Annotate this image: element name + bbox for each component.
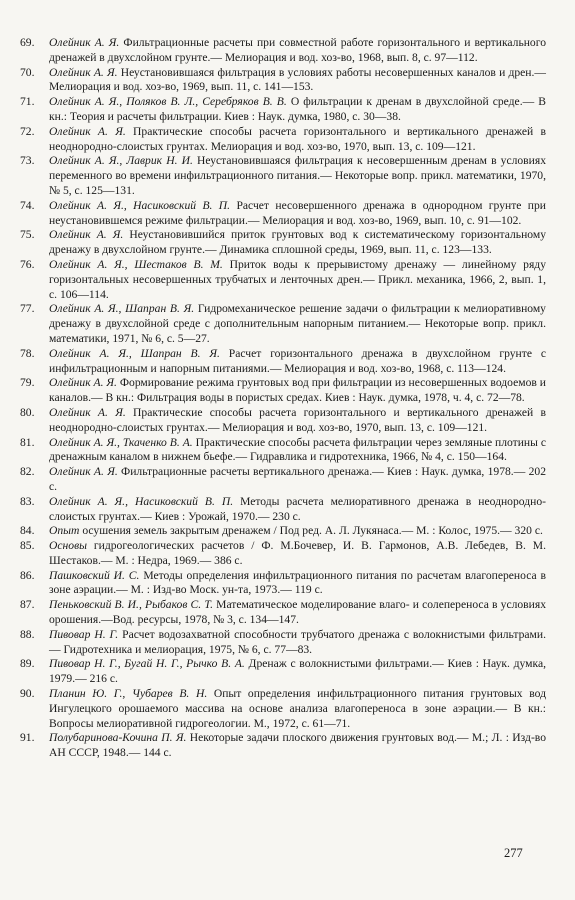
reference-entry <box>20 436 546 466</box>
reference-text: Приток воды к прерывистому дренажу — линейному ряду горизонтальных несовершенных трубчатых и ленточных дрен.— Прикл. механика, 1966, 2, вып. 1, с. 106—114. <box>49 257 546 301</box>
reference-number: 75. <box>20 228 35 242</box>
reference-entry <box>20 125 546 155</box>
reference-body <box>49 495 546 525</box>
reference-entry <box>20 199 546 229</box>
reference-body <box>49 436 546 466</box>
reference-entry <box>20 598 546 628</box>
reference-body <box>49 154 546 198</box>
reference-body <box>49 228 546 258</box>
reference-number: 86. <box>20 568 35 582</box>
reference-number: 91. <box>20 731 35 745</box>
reference-text: Математическое моделирование влаго- и солепереноса в условиях орошения.—Вод. ресурсы, 1978, № 3, с. 134—147. <box>49 598 546 627</box>
reference-authors: Олейник А. Я. <box>49 228 124 242</box>
reference-number: 69. <box>20 36 35 49</box>
reference-number: 87. <box>20 598 35 612</box>
reference-authors: Планин Ю. Г., Чубарев В. Н. <box>49 687 208 701</box>
reference-authors: Олейник А. Я., Ткаченко В. А. <box>49 435 193 449</box>
reference-number: 76. <box>20 257 35 271</box>
reference-authors: Олейник А. Я., Шестаков В. М. <box>49 257 223 271</box>
reference-entry <box>20 524 546 539</box>
reference-entry <box>20 569 546 599</box>
reference-body <box>49 539 546 569</box>
reference-body <box>49 302 546 346</box>
reference-text: Методы определения инфильтрационного питания по расчетам влагопереноса в зоне аэрации.— М. : Изд-во Моск. ун-та, 1973.— 119 с. <box>49 568 546 597</box>
reference-entry <box>20 376 546 406</box>
reference-text: Расчет горизонтального дренажа в двухслойном грунте с инфильтрационным и напорным питаниями.— Мелиорация и вод. хоз-во, 1968, с. 113—124. <box>49 346 546 375</box>
reference-text: Расчет несовершенного дренажа в однородном грунте при неустановившемся режиме фильтрации.— Мелиорация и вод. хоз-во, 1969, вып. 10, с. 91—102. <box>49 198 546 227</box>
reference-text: Практические способы расчета фильтрации через земляные плотины с дренажным каналом в нижнем бьефе.— Гидравлика и гидротехника, 1966, № 4, с. 150—164. <box>49 435 546 464</box>
reference-text: Дренаж с волокнистыми фильтрами.— Киев : Наук. думка, 1979.— 216 с. <box>49 657 546 686</box>
reference-body <box>49 36 546 66</box>
reference-authors: Пивовар Н. Г., Бугай Н. Г., Рычко В. А. <box>49 657 245 671</box>
reference-body <box>49 376 546 406</box>
reference-entry <box>20 228 546 258</box>
reference-number: 85. <box>20 539 35 553</box>
reference-entry <box>20 657 546 687</box>
reference-entry <box>20 66 546 96</box>
reference-text: осушения земель закрытым дренажем / Под ред. А. Л. Лукянаса.— М. : Колос, 1975.— 320 с. <box>82 524 543 538</box>
reference-authors: Олейник А. Я., Насиковский В. П. <box>49 494 234 508</box>
reference-number: 70. <box>20 65 35 79</box>
reference-entry <box>20 687 546 731</box>
reference-body <box>49 347 546 377</box>
reference-body <box>49 598 546 628</box>
reference-list <box>20 36 546 761</box>
reference-authors: Олейник А. Я., Лаврик Н. И. <box>49 154 193 168</box>
reference-text: Неустановившаяся фильтрация в условиях работы несовершенных каналов и дрен.— Мелиорация и вод. хоз-во, 1969, вып. 11, с. 141—153. <box>49 65 546 94</box>
reference-body <box>49 125 546 155</box>
reference-body <box>49 406 546 436</box>
page-number: 277 <box>504 846 523 860</box>
reference-authors: Опыт <box>49 524 80 538</box>
reference-text: Методы расчета мелиоративного дренажа в неоднородно-слоистых грунтах.— Киев : Урожай, 1970.— 230 с. <box>49 494 546 523</box>
reference-entry <box>20 95 546 125</box>
reference-entry <box>20 406 546 436</box>
reference-text: Практические способы расчета горизонтального и вертикального дренажей в неоднородно-слоистых грунтах. Мелиорация и вод. хоз-во, 1970, вып. 13, с. 109—121. <box>49 124 546 153</box>
reference-number: 88. <box>20 627 35 641</box>
reference-entry <box>20 302 546 346</box>
reference-entry <box>20 628 546 658</box>
reference-authors: Олейник А. Я. <box>49 36 120 49</box>
reference-text: Неустановившийся приток грунтовых вод к систематическому горизонтальному дренажу в двухслойном грунте.— Динамика сплошной среды, 1969, вып. 11, с. 123—133. <box>49 228 546 257</box>
reference-authors: Олейник А. Я., Поляков В. Л., Серебряков В. В. <box>49 95 287 109</box>
reference-text: Опыт определения инфильтрационного питания грунтовых вод Ингулецкого орошаемого массива на основе анализа влагопереноса в зоне аэрации.— В кн.: Вопросы мелиоративной гидрогеологии. М., 1972, с. 61—71. <box>49 687 546 730</box>
reference-number: 72. <box>20 124 35 138</box>
reference-body <box>49 465 546 495</box>
reference-authors: Олейник А. Я., Шапран В. Я. <box>49 302 195 316</box>
reference-entry <box>20 731 546 761</box>
reference-text: Практические способы расчета горизонтального и вертикального дренажей в неоднородно-слоистых грунтах.— Мелиорация и вод. хоз-во, 1970, вып. 13, с. 109—121. <box>49 405 546 434</box>
reference-authors: Пивовар Н. Г. <box>49 627 119 641</box>
reference-body <box>49 687 546 731</box>
reference-authors: Олейник А. Я. <box>49 124 126 138</box>
reference-text: О фильтрации к дренам в двухслойной среде.— В кн.: Теория и расчеты фильтрации. Киев : Наук. думка, 1980, с. 30—38. <box>49 95 546 123</box>
reference-text: Фильтрационные расчеты при совместной работе горизонтального и вертикального дренажей в двухслойном грунте.— Мелиорация и вод. хоз-во, 1968, вып. 8, с. 97—112. <box>49 36 546 64</box>
reference-body <box>49 66 546 96</box>
reference-authors: Олейник А. Я. <box>49 405 126 419</box>
reference-number: 89. <box>20 657 35 671</box>
reference-number: 78. <box>20 346 35 360</box>
reference-number: 79. <box>20 376 35 390</box>
reference-body <box>49 524 546 539</box>
reference-authors: Олейник А. Я., Насиковский В. П. <box>49 198 231 212</box>
reference-number: 74. <box>20 198 35 212</box>
reference-entry <box>20 258 546 302</box>
reference-entry <box>20 347 546 377</box>
reference-body <box>49 569 546 599</box>
reference-authors: Основы <box>49 539 87 553</box>
reference-number: 77. <box>20 302 35 316</box>
reference-entry <box>20 539 546 569</box>
reference-text: Расчет водозахватной способности трубчатого дренажа с волокнистыми фильтрами.— Гидротехника и мелиорация, 1975, № 6, с. 77—83. <box>49 627 546 656</box>
reference-number: 71. <box>20 95 35 109</box>
reference-body <box>49 199 546 229</box>
reference-text: Некоторые задачи плоского движения грунтовых вод.— М.; Л. : Изд-во АН СССР, 1948.— 144 с. <box>49 731 546 760</box>
reference-number: 73. <box>20 154 35 168</box>
reference-text: гидрогеологических расчетов / Ф. М.Бочевер, И. В. Гармонов, А.В. Лебедев, В. М. Шестаков.— М. : Недра, 1969.— 386 с. <box>49 539 546 567</box>
reference-entry <box>20 154 546 198</box>
reference-authors: Олейник А. Я. <box>49 465 118 479</box>
reference-body <box>49 258 546 302</box>
reference-number: 80. <box>20 405 35 419</box>
reference-body <box>49 95 546 125</box>
reference-text: Неустановившаяся фильтрация к несовершенным дренам в условиях переменного во времени инфильтрационного питания.— Некоторые вопр. прикл. математики, 1970, № 5, с. 125—131. <box>49 154 546 197</box>
reference-text: Формирование режима грунтовых вод при фильтрации из несовершенных водоемов и каналов.— В кн.: Фильтрация воды в пористых средах. Киев : Наук. думка, 1978, ч. 4, с. 72—78. <box>49 376 546 405</box>
reference-body <box>49 731 546 761</box>
reference-authors: Олейник А. Я. <box>49 376 117 390</box>
reference-authors: Полубаринова-Кочина П. Я. <box>49 731 187 745</box>
reference-number: 83. <box>20 494 35 508</box>
reference-authors: Олейник А. Я. <box>49 65 118 79</box>
reference-number: 84. <box>20 524 35 538</box>
reference-entry <box>20 36 546 66</box>
reference-entry <box>20 465 546 495</box>
reference-text: Фильтрационные расчеты вертикального дренажа.— Киев : Наук. думка, 1978.— 202 с. <box>49 465 546 493</box>
reference-number: 90. <box>20 687 35 701</box>
reference-entry <box>20 495 546 525</box>
reference-authors: Пеньковский В. И., Рыбаков С. Т. <box>49 598 213 612</box>
reference-body <box>49 628 546 658</box>
reference-body <box>49 657 546 687</box>
reference-authors: Олейник А. Я., Шапран В. Я. <box>49 346 220 360</box>
reference-text: Гидромеханическое решение задачи о фильтрации к мелиоративному дренажу в двухслойной среде с дополнительным напорным питанием.— Некоторые вопр. прикл. математики, 1971, № 6, с. 5—27. <box>49 302 546 345</box>
reference-authors: Пашковский И. С. <box>49 568 140 582</box>
reference-number: 81. <box>20 435 35 449</box>
reference-number: 82. <box>20 465 35 479</box>
